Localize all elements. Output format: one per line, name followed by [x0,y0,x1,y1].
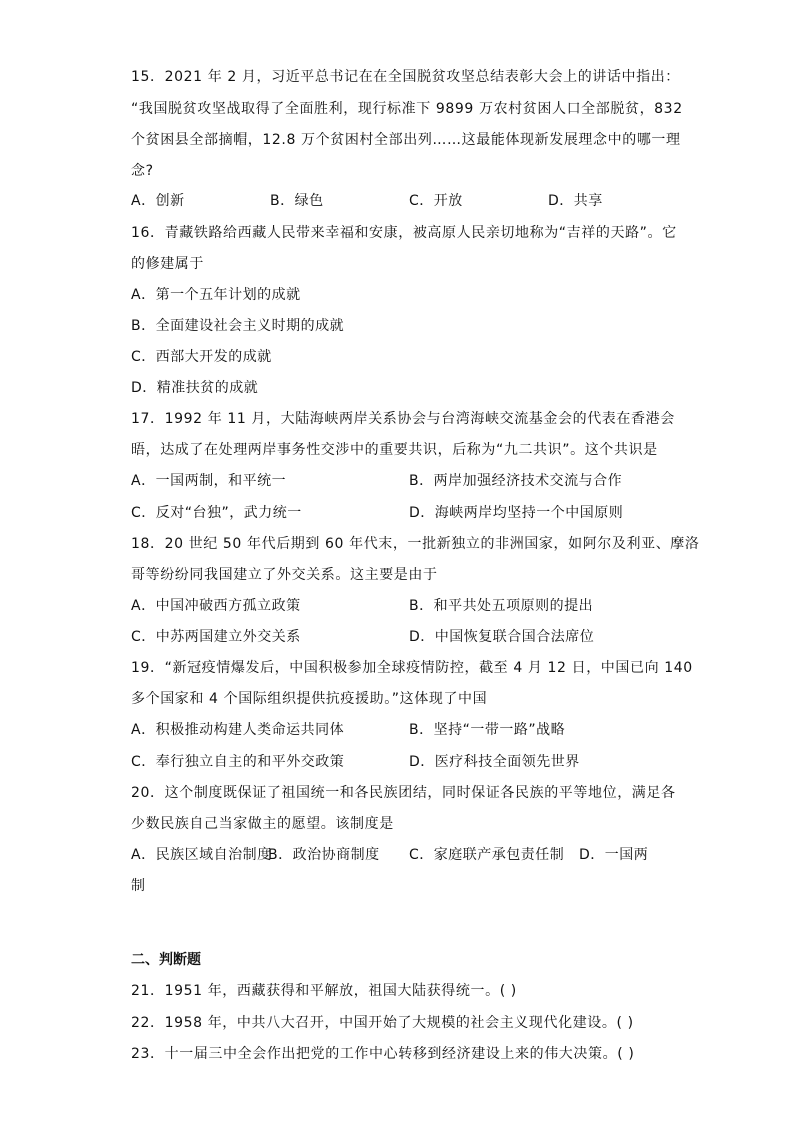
question-18-option-c[interactable]: C．中苏两国建立外交关系 [131,629,301,645]
question-20-option-b[interactable]: B．政治协商制度 [268,847,380,863]
question-18-option-a[interactable]: A．中国冲破西方孤立政策 [131,598,301,614]
question-16-option-b[interactable]: B．全面建设社会主义时期的成就 [131,318,345,334]
question-18-option-b[interactable]: B．和平共处五项原则的提出 [409,598,594,614]
question-19-option-d[interactable]: D．医疗科技全面领先世界 [409,754,580,770]
question-15-option-d[interactable]: D．共享 [548,193,603,209]
question-15-option-c[interactable]: C．开放 [409,193,463,209]
question-19-option-b[interactable]: B．坚持“一带一路”战略 [409,722,566,738]
question-16-stem-line-1: 16．青藏铁路给西藏人民带来幸福和安康，被高原人民亲切地称为“吉祥的天路”。它 [131,225,677,241]
question-22: 22．1958 年，中共八大召开，中国开始了大规模的社会主义现代化建设。( ) [131,1015,634,1031]
question-17-option-d[interactable]: D．海峡两岸均坚持一个中国原则 [409,505,624,521]
question-16-option-d[interactable]: D．精准扶贫的成就 [131,380,259,396]
question-15-stem-line-3: 个贫困县全部摘帽，12.8 万个贫困村全部出列……这最能体现新发展理念中的哪一理 [131,132,681,148]
question-16-option-c[interactable]: C．西部大开发的成就 [131,349,272,365]
question-15-option-b[interactable]: B．绿色 [270,193,324,209]
question-17-option-b[interactable]: B．两岸加强经济技术交流与合作 [409,473,623,489]
question-16-stem-line-2: 的修建属于 [131,256,204,272]
question-19-stem-line-1: 19．“新冠疫情爆发后，中国积极参加全球疫情防控，截至 4 月 12 日，中国已向 140 [131,660,693,676]
question-23: 23．十一届三中全会作出把党的工作中心转移到经济建设上来的伟大决策。( ) [131,1046,635,1062]
question-19-option-a[interactable]: A．积极推动构建人类命运共同体 [131,722,345,738]
question-15-stem-line-1: 15．2021 年 2 月，习近平总书记在在全国脱贫攻坚总结表彰大会上的讲话中指出： [131,69,680,85]
section-title: 二、判断题 [131,952,201,968]
question-15-stem-line-2: “我国脱贫攻坚战取得了全面胜利，现行标准下 9899 万农村贫困人口全部脱贫，832 [131,101,683,117]
question-18-option-d[interactable]: D．中国恢复联合国合法席位 [409,629,595,645]
question-17-option-a[interactable]: A．一国两制，和平统一 [131,473,287,489]
question-20-option-d[interactable]: D．一国两 [579,847,649,863]
question-20-option-d-wrap: 制 [131,878,146,894]
question-17-stem-line-1: 17．1992 年 11 月，大陆海峡两岸关系协会与台湾海峡交流基金会的代表在香港会 [131,411,675,427]
question-17-stem-line-2: 晤，达成了在处理两岸事务性交涉中的重要共识，后称为“九二共识”。这个共识是 [131,442,658,458]
question-21: 21．1951 年，西藏获得和平解放，祖国大陆获得统一。( ) [131,983,517,999]
question-19-stem-line-2: 多个国家和 4 个国际组织提供抗疫援助。”这体现了中国 [131,691,488,707]
question-19-option-c[interactable]: C．奉行独立自主的和平外交政策 [131,754,345,770]
question-20-stem-line-2: 少数民族自己当家做主的愿望。该制度是 [131,816,394,832]
question-18-stem-line-1: 18．20 世纪 50 年代后期到 60 年代末，一批新独立的非洲国家，如阿尔及利亚、摩洛 [131,536,700,552]
question-16-option-a[interactable]: A．第一个五年计划的成就 [131,287,301,303]
question-17-option-c[interactable]: C．反对“台独”，武力统一 [131,505,302,521]
question-20-option-a[interactable]: A．民族区域自治制度 [131,847,272,863]
question-15-stem-line-4: 念? [131,163,154,179]
question-20-stem-line-1: 20．这个制度既保证了祖国统一和各民族团结，同时保证各民族的平等地位，满足各 [131,785,676,801]
question-18-stem-line-2: 哥等纷纷同我国建立了外交关系。这主要是由于 [131,567,438,583]
question-20-option-c[interactable]: C．家庭联产承包责任制 [409,847,565,863]
question-15-option-a[interactable]: A．创新 [131,193,185,209]
